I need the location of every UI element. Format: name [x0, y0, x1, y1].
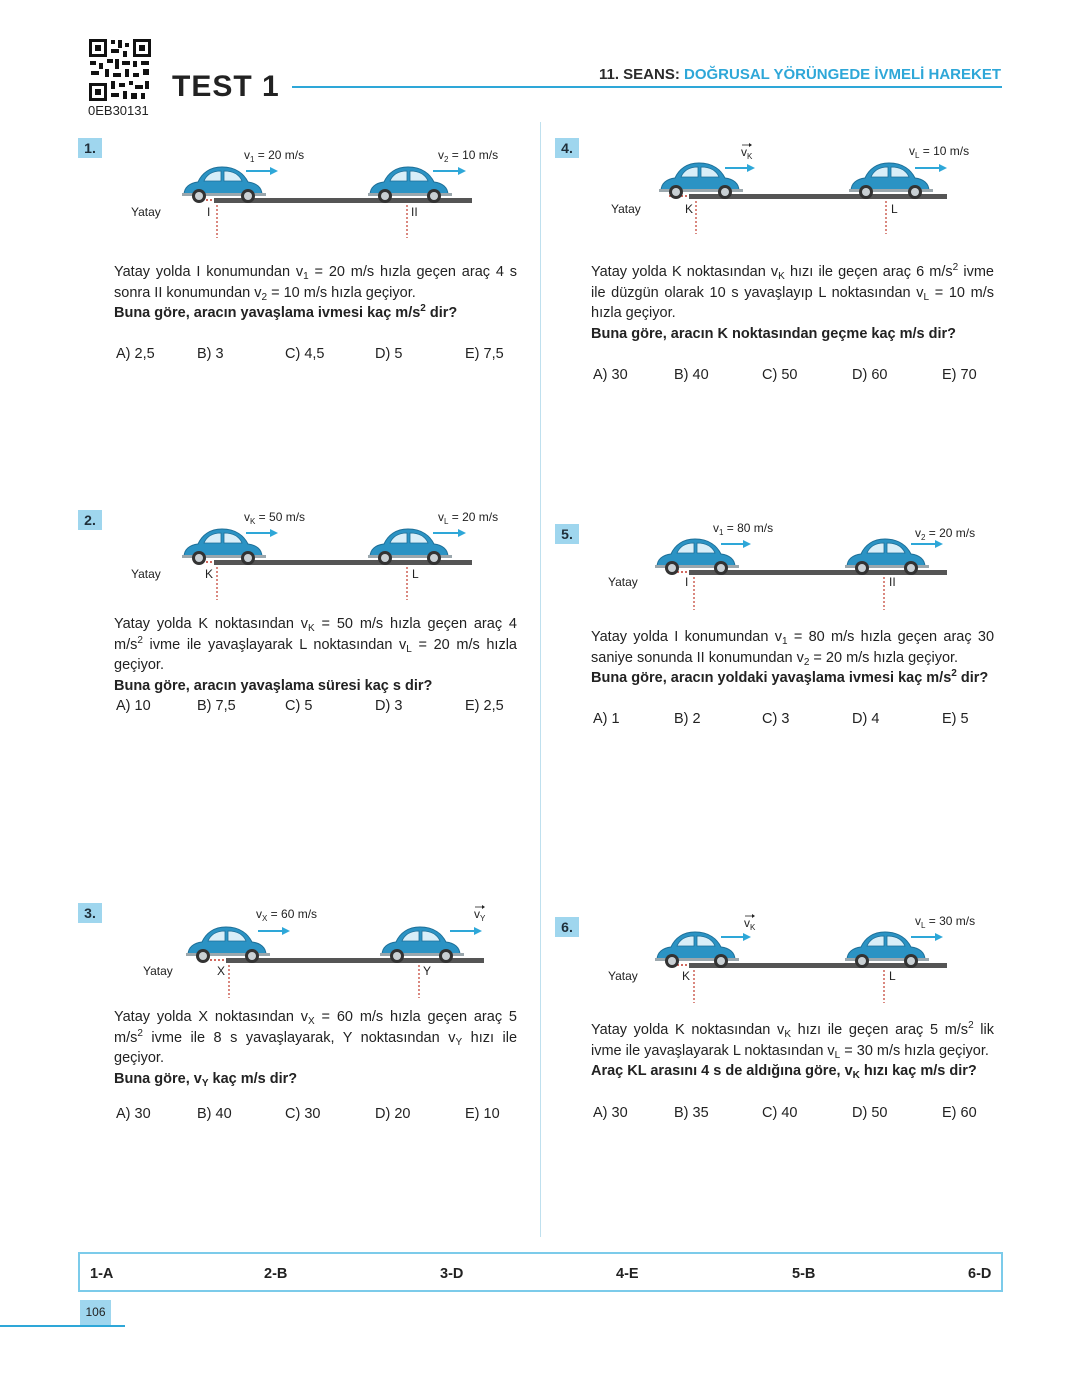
question-number: 5. [555, 524, 579, 544]
question-prompt: Buna göre, aracın yavaşlama ivmesi kaç $m/s^2$ dir? [114, 303, 458, 321]
answer-3: 3-D [440, 1266, 464, 1282]
option-a[interactable]: A) 30 [116, 1106, 151, 1122]
question-prompt: Buna göre, aracın yoldaki yavaşlama ivmesi kaç $m/s^2$ dir? [591, 668, 989, 686]
option-b[interactable]: B) 3 [197, 346, 224, 362]
option-b[interactable]: B) 40 [197, 1106, 232, 1122]
option-e[interactable]: E) 70 [942, 367, 977, 383]
car-right [368, 167, 452, 203]
ground-label: Yatay [131, 567, 161, 581]
ground-label: Yatay [131, 205, 161, 219]
velocity-right-label: $v_L = 30$ m/s [915, 914, 976, 930]
option-d[interactable]: D) 4 [852, 711, 880, 727]
velocity-right-label: $v_2 = 20$ m/s [915, 526, 976, 542]
question-stem: Yatay yolda K noktasından $v_K$ hızı ile geçen araç 6 $m/s^2$ ivme ile düzgün olarak 10 s yavaşlayıp L noktasından $v_L = 10$ m/s hızla geçiyor. Buna göre, aracın K noktasından geçme kaç m/s dir? [591, 262, 995, 342]
option-e[interactable]: E) 5 [942, 711, 969, 727]
question-number: 3. [78, 903, 102, 923]
option-c[interactable]: C) 50 [762, 367, 798, 383]
page-header [0, 0, 1080, 130]
answer-5: 5-B [792, 1266, 816, 1282]
header-rule [292, 86, 1002, 88]
motion-diagram [128, 505, 499, 605]
car-left [182, 529, 266, 565]
ground-label: Yatay [608, 575, 638, 589]
question-5 [555, 521, 995, 764]
answer-2: 2-B [264, 1266, 288, 1282]
car-right [368, 529, 452, 565]
question-stem: Yatay yolda X noktasından $v_X = 60$ m/s hızla geçen araç 5 $m/s^2$ ivme ile 8 s yavaşlayarak, Y noktasından $v_Y$ hızı ile geçiyor. Buna göre, $v_Y$ kaç m/s dir? [114, 1009, 518, 1089]
answer-6: 6-D [968, 1266, 992, 1282]
option-b[interactable]: B) 40 [674, 367, 709, 383]
question-6 [555, 914, 995, 1157]
option-c[interactable]: C) 40 [762, 1105, 798, 1121]
option-e[interactable]: E) 10 [465, 1106, 500, 1122]
question-number: 6. [555, 917, 579, 937]
velocity-left-label: $v_X = 60$ m/s [256, 907, 318, 923]
option-a[interactable]: A) 2,5 [116, 346, 155, 362]
option-d[interactable]: D) 3 [375, 698, 403, 714]
option-c[interactable]: C) 30 [285, 1106, 321, 1122]
car-left [186, 927, 270, 963]
session-topic: DOĞRUSAL YÖRÜNGEDE İVMELİ HAREKET [684, 66, 1001, 83]
option-e[interactable]: E) 60 [942, 1105, 977, 1121]
answer-key [78, 1252, 1003, 1292]
option-d[interactable]: D) 50 [852, 1105, 888, 1121]
option-b[interactable]: B) 7,5 [197, 698, 236, 714]
session-prefix: 11. SEANS: [598, 66, 680, 83]
point-left-label: X [217, 964, 226, 978]
question-2 [78, 510, 518, 750]
question-prompt: Buna göre, aracın K noktasından geçme kaç m/s dir? [591, 325, 957, 342]
motion-diagram [603, 138, 970, 238]
question-stem: Yatay yolda K noktasından $v_K$ hızı ile geçen araç 5 $m/s^2$ lik ivme ile yavaşlayarak L noktasından $v_L = 30$ m/s hızla geçiyor. Araç KL arasını 4 s de aldığına göre, $v_K$ hızı kaç m/s dir? [591, 1020, 994, 1081]
question-1 [78, 138, 518, 378]
velocity-left-label: $v_K$ [744, 916, 756, 932]
option-a[interactable]: A) 10 [116, 698, 151, 714]
answer-4: 4-E [616, 1266, 639, 1282]
option-e[interactable]: E) 7,5 [465, 346, 504, 362]
point-right-label: L [891, 202, 898, 216]
test-title: TEST 1 [172, 70, 280, 103]
motion-diagram [128, 143, 499, 243]
question-4 [555, 138, 995, 398]
option-d[interactable]: D) 20 [375, 1106, 411, 1122]
footer-rule [0, 1325, 125, 1327]
point-right-label: II [411, 205, 418, 219]
car-left [182, 167, 266, 203]
point-right-label: II [889, 575, 896, 589]
ground-label: Yatay [611, 202, 641, 216]
velocity-right-label: $v_L = 10$ m/s [909, 144, 970, 160]
velocity-left-label: $v_1 = 80$ m/s [713, 521, 774, 537]
page-number: 106 [80, 1300, 111, 1325]
velocity-right-label: $v_L = 20$ m/s [438, 510, 499, 526]
question-stem: Yatay yolda I konumundan $v_1 = 20$ m/s hızla geçen araç 4 s sonra II konumundan $v_2 = 10$ m/s hızla geçiyor. Buna göre, aracın yavaşlama ivmesi kaç $m/s^2$ dir? [114, 264, 517, 321]
column-divider [540, 122, 541, 1237]
point-left-label: I [207, 205, 211, 219]
question-stem: Yatay yolda K noktasından $v_K = 50$ m/s hızla geçen araç 4 $m/s^2$ ivme ile yavaşlayarak L noktasından $v_L = 20$ m/s hızla geçiyor. Buna göre, aracın yavaşlama süresi kaç s dir? [114, 616, 517, 694]
question-number: 2. [78, 510, 102, 530]
option-a[interactable]: A) 1 [593, 711, 620, 727]
point-left-label: K [682, 969, 691, 983]
option-c[interactable]: C) 4,5 [285, 346, 325, 362]
option-a[interactable]: A) 30 [593, 367, 628, 383]
question-number: 1. [78, 138, 102, 158]
option-d[interactable]: D) 60 [852, 367, 888, 383]
option-b[interactable]: B) 35 [674, 1105, 709, 1121]
point-left-label: K [685, 202, 694, 216]
question-stem: Yatay yolda I konumundan $v_1 = 80$ m/s hızla geçen araç 30 saniye sonunda II konumundan $v_2 = 20$ m/s hızla geçiyor. Buna göre, aracın yoldaki yavaşlama ivmesi kaç $m/s^2$ dir? [591, 629, 995, 686]
qr-code-label: 0EB30131 [88, 103, 149, 118]
point-left-label: K [205, 567, 214, 581]
question-prompt: Buna göre, aracın yavaşlama süresi kaç s dir? [114, 677, 433, 694]
question-prompt: Buna göre, $v_Y$ kaç m/s dir? [114, 1070, 298, 1089]
velocity-left-label: $v_1 = 20$ m/s [244, 148, 305, 164]
point-right-label: Y [423, 964, 432, 978]
ground-label: Yatay [143, 964, 173, 978]
option-c[interactable]: C) 3 [762, 711, 790, 727]
option-d[interactable]: D) 5 [375, 346, 403, 362]
velocity-right-label: $v_2 = 10$ m/s [438, 148, 499, 164]
answer-1: 1-A [90, 1266, 114, 1282]
option-e[interactable]: E) 2,5 [465, 698, 504, 714]
question-number: 4. [555, 138, 579, 158]
point-right-label: L [412, 567, 419, 581]
point-right-label: L [889, 969, 896, 983]
motion-diagram [603, 520, 976, 620]
motion-diagram [140, 903, 490, 1003]
velocity-right-label: $v_Y$ [474, 907, 486, 923]
ground-label: Yatay [608, 969, 638, 983]
motion-diagram [603, 913, 976, 1013]
point-left-label: I [685, 575, 689, 589]
session-title [599, 66, 1001, 83]
velocity-left-label: $v_K = 50$ m/s [244, 510, 306, 526]
velocity-left-label: $v_K$ [741, 145, 753, 161]
question-prompt: Araç KL arasını 4 s de aldığına göre, $v_K$ hızı kaç m/s dir? [591, 1063, 977, 1081]
qr-code-icon[interactable] [87, 37, 153, 103]
option-b[interactable]: B) 2 [674, 711, 701, 727]
question-3 [78, 903, 518, 1143]
option-c[interactable]: C) 5 [285, 698, 313, 714]
option-a[interactable]: A) 30 [593, 1105, 628, 1121]
car-right [380, 927, 464, 963]
